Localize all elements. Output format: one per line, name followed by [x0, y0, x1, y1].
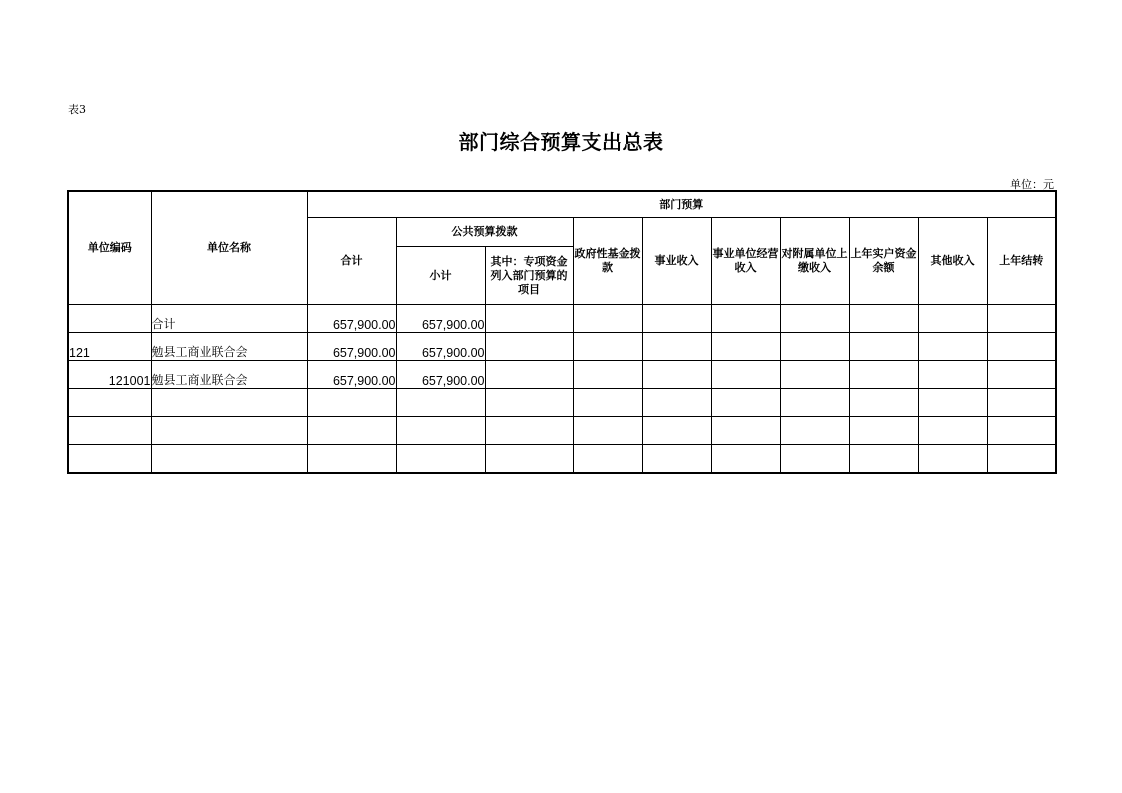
- header-gov-fund: 政府性基金拨款: [573, 218, 642, 305]
- cell-empty: [780, 333, 849, 361]
- cell-total: 657,900.00: [307, 305, 396, 333]
- cell-empty: [780, 361, 849, 389]
- header-total: 合计: [307, 218, 396, 305]
- table-row-empty: [68, 389, 1056, 417]
- header-public-budget: 公共预算拨款: [396, 218, 573, 247]
- cell-code: 121001: [68, 361, 151, 389]
- cell-empty: [485, 333, 573, 361]
- cell-empty: [573, 333, 642, 361]
- table-row-empty: [68, 417, 1056, 445]
- cell-total: 657,900.00: [307, 361, 396, 389]
- cell-empty: [711, 361, 780, 389]
- table-row: [68, 305, 1056, 333]
- header-business-income: 事业收入: [642, 218, 711, 305]
- header-operating-income: 事业单位经营收入: [711, 218, 780, 305]
- table-row: [68, 333, 1056, 361]
- cell-code: 121: [68, 333, 151, 361]
- cell-code: [68, 305, 151, 333]
- unit-note: 单位：元: [1010, 178, 1054, 191]
- cell-empty: [849, 333, 918, 361]
- cell-empty: [918, 333, 987, 361]
- cell-empty: [918, 361, 987, 389]
- header-dept-budget: 部门预算: [307, 191, 1056, 218]
- cell-empty: [573, 305, 642, 333]
- cell-subtotal: 657,900.00: [396, 305, 485, 333]
- cell-total: 657,900.00: [307, 333, 396, 361]
- page-title: 部门综合预算支出总表: [458, 130, 664, 154]
- cell-name: 勉县工商业联合会: [151, 361, 307, 389]
- cell-empty: [918, 305, 987, 333]
- cell-empty: [642, 361, 711, 389]
- cell-empty: [849, 361, 918, 389]
- cell-empty: [642, 305, 711, 333]
- header-other-income: 其他收入: [918, 218, 987, 305]
- cell-subtotal: 657,900.00: [396, 361, 485, 389]
- cell-empty: [987, 361, 1056, 389]
- cell-empty: [642, 333, 711, 361]
- header-prev-balance: 上年实户资金余额: [849, 218, 918, 305]
- cell-empty: [485, 361, 573, 389]
- header-unit-name: 单位名称: [151, 191, 307, 305]
- cell-empty: [780, 305, 849, 333]
- cell-empty: [711, 333, 780, 361]
- cell-empty: [987, 333, 1056, 361]
- header-subsidiary-income: 对附属单位上缴收入: [780, 218, 849, 305]
- cell-empty: [987, 305, 1056, 333]
- header-special-funds: 其中：专项资金列入部门预算的项目: [485, 247, 573, 305]
- cell-name: 合计: [151, 305, 307, 333]
- cell-empty: [711, 305, 780, 333]
- cell-name: 勉县工商业联合会: [151, 333, 307, 361]
- header-subtotal: 小计: [396, 247, 485, 305]
- cell-empty: [849, 305, 918, 333]
- cell-subtotal: 657,900.00: [396, 333, 485, 361]
- cell-empty: [573, 361, 642, 389]
- table-row-empty: [68, 445, 1056, 474]
- cell-empty: [485, 305, 573, 333]
- header-prev-carryover: 上年结转: [987, 218, 1056, 305]
- header-unit-code: 单位编码: [68, 191, 151, 305]
- table-label: 表3: [68, 103, 86, 116]
- table-row: [68, 361, 1056, 389]
- budget-table: [67, 190, 1057, 474]
